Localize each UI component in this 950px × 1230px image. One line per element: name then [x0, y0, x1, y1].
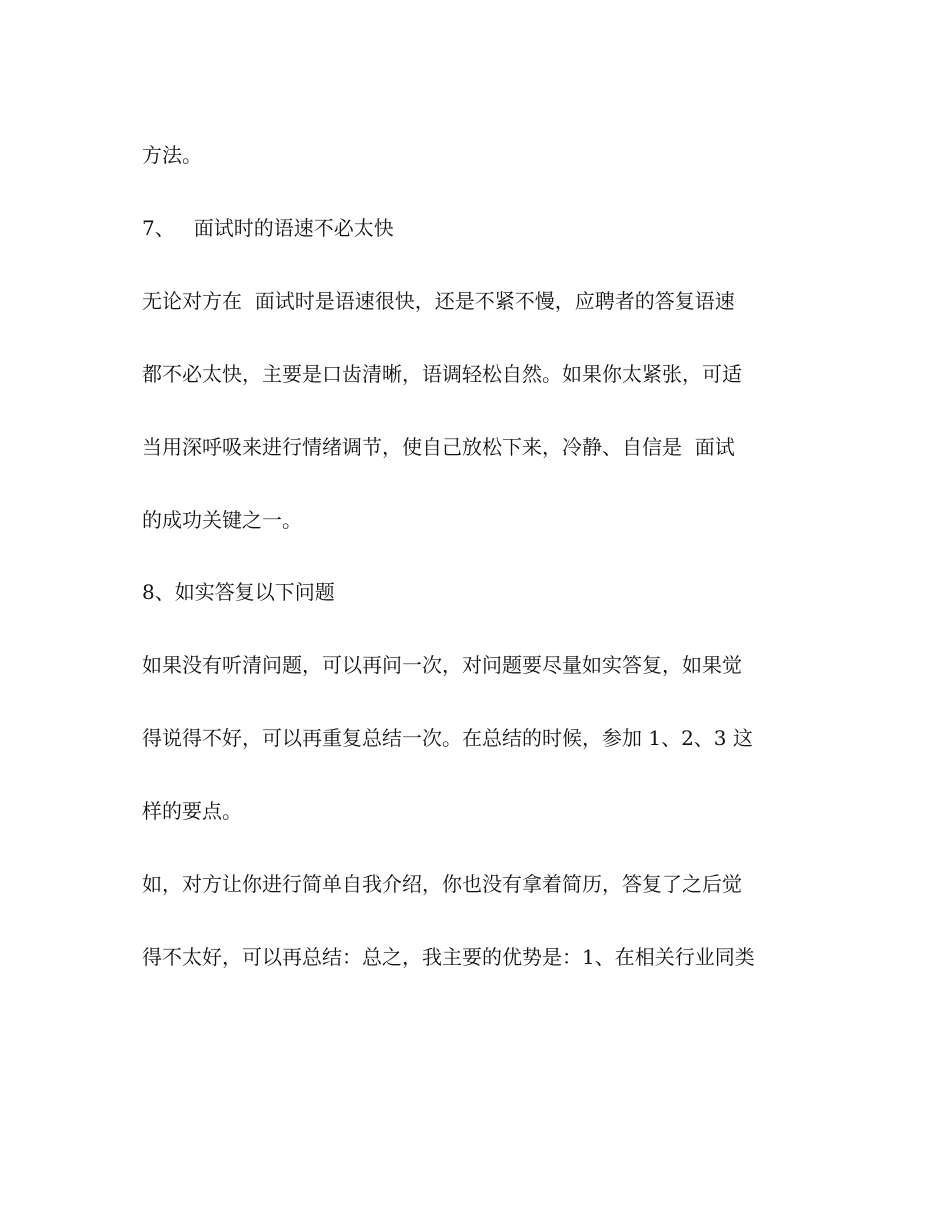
section-heading-8: 8、如实答复以下问题 — [142, 580, 335, 604]
text-line: 无论对方在 面试时是语速很快，还是不紧不慢，应聘者的答复语速 — [142, 289, 735, 313]
text-line: 方法。 — [142, 143, 202, 167]
text-line: 都不必太快，主要是口齿清晰，语调轻松自然。如果你太紧张，可适 — [142, 362, 742, 386]
text-line: 如果没有听清问题，可以再问一次，对问题要尽量如实答复，如果觉 — [142, 653, 742, 677]
text-line: 样的要点。 — [142, 799, 242, 823]
text-line: 得说得不好，可以再重复总结一次。在总结的时候，参加 1、2、3 这 — [142, 726, 753, 750]
text-line: 当用深呼吸来进行情绪调节，使自己放松下来，冷静、自信是 面试 — [142, 435, 735, 459]
text-line: 得不太好，可以再总结：总之，我主要的优势是：1、在相关行业同类 — [142, 945, 755, 969]
text-line: 的成功关键之一。 — [142, 508, 302, 532]
text-line: 如，对方让你进行简单自我介绍，你也没有拿着简历，答复了之后觉 — [142, 872, 742, 896]
section-heading-7: 7、 面试时的语速不必太快 — [142, 216, 394, 240]
